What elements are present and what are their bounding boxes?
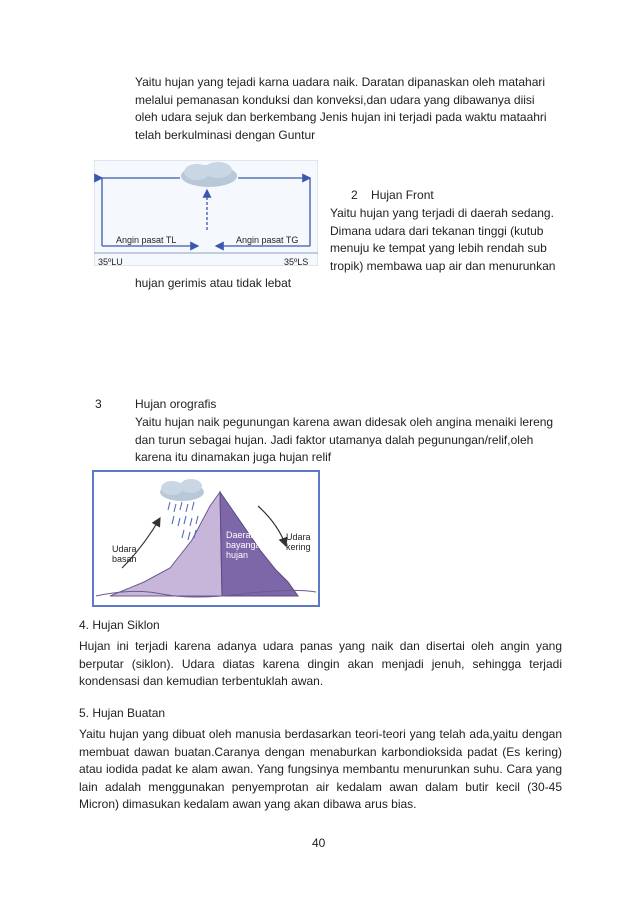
trade-winds-diagram [94,160,318,266]
frontal-rain-continuation: hujan gerimis atau tidak lebat [135,276,292,290]
wet-air-label: Udara basah [112,544,137,564]
frontal-rain-line-4: tropik) membawa uap air dan menurunkan [330,258,556,273]
frontal-rain-line-3: menuju ke tempat yang lebih rendah sub [330,241,547,255]
cyclone-rain-paragraph: Hujan ini terjadi karena adanya udara panas yang naik dan disertai oleh angin yang berputar (siklon). Udara diatas karena dingin akan menjadi jenuh, sehingga terjadi kondensasi dan kemudian terbentuklah awan. [79,639,562,688]
artificial-rain-paragraph: Yaitu hujan yang dibuat oleh manusia berdasarkan teori-teori yang telah ada,yaitu dengan membuat dawan buatan.Caranya dengan menaburkan karbondioksida padat (Es kering) atau iodida padat ke alam awan. Yang fungsinya membantu menurunkan suhu. Cara yang lain adalah menggunakan penyemprotan air kedalam awan dalam butir kecil (30-45 Micron) dimasukan kedalam awan yang akan dibawa arus bias. [79,727,562,811]
trade-wind-tg-label: Angin pasat TG [236,235,299,245]
section-5-heading: 5. Hujan Buatan [79,706,166,720]
section-2-title: Hujan Front [371,188,434,202]
latitude-lu-label: 35ºLU [98,257,123,267]
section-3-title: Hujan orografis [135,397,217,411]
trade-wind-tl-label: Angin pasat TL [116,235,177,245]
frontal-rain-line-2: Dimana udara dari tekanan tinggi (kutub [330,223,544,238]
dry-air-label: Udara kering [286,532,311,552]
rain-shadow-label: Daerah bayangan hujan [226,530,266,560]
page-number: 40 [312,836,326,850]
frontal-rain-line-1: Yaitu hujan yang terjadi di daerah sedang. [330,206,554,220]
section-2-heading [351,187,434,205]
section-2-number: 2 [351,188,358,202]
convection-rain-paragraph: Yaitu hujan yang tejadi karna uadara naik. Daratan dipanaskan oleh matahari melalui pemanasan konduksi dan konveksi,dan udara yang dibawanya diisi oleh udara sejuk dan berkembang Jenis hujan ini terjadi pada waktu mataahri telah berkulminasi dengan Guntur [135,75,547,142]
rain-cloud-icon [160,479,204,501]
section-3-number: 3 [95,397,102,411]
orographic-rain-paragraph: Yaitu hujan naik pegunungan karena awan didesak oleh angina menaiki lereng dan turun sebagai hujan. Jadi faktor utamanya dalah pegunungan/relif,oleh karena itu dinamakan juga hujan relif [135,415,554,464]
frontal-rain-text [330,205,570,275]
cloud-icon [181,162,237,187]
latitude-ls-label: 35ºLS [284,257,309,267]
orographic-rain-diagram [92,470,320,607]
section-4-heading: 4. Hujan Siklon [79,618,160,632]
